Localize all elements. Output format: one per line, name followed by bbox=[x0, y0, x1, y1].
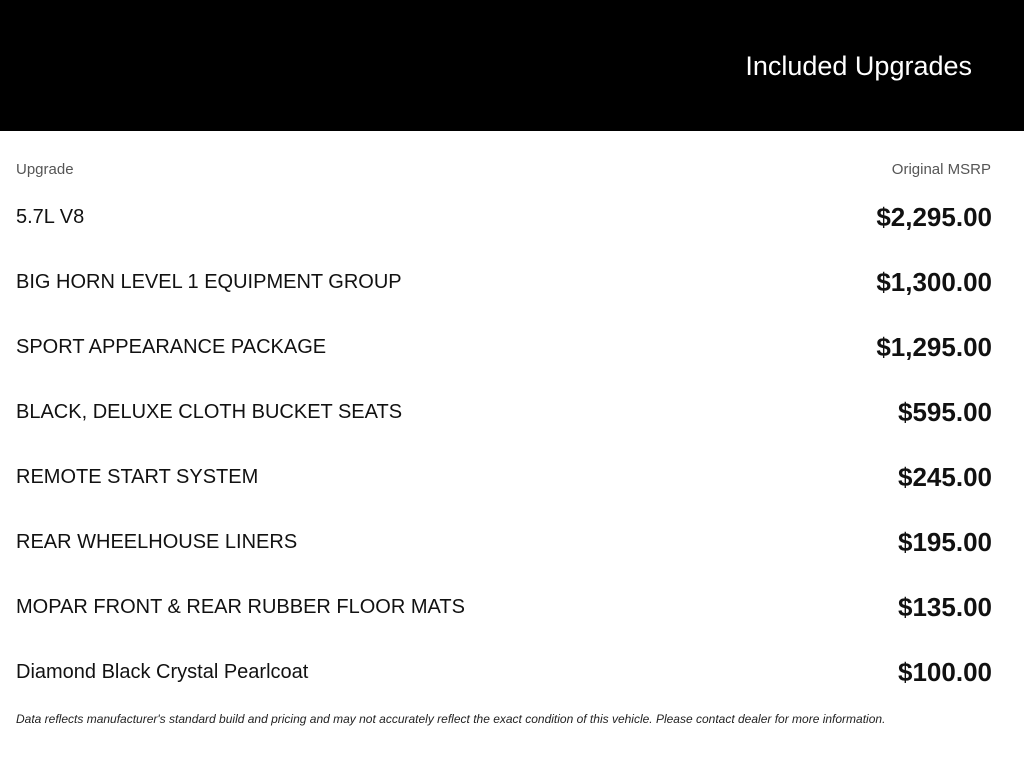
upgrade-price: $2,295.00 bbox=[876, 202, 992, 232]
upgrade-name: REMOTE START SYSTEM bbox=[16, 466, 259, 488]
upgrade-name: SPORT APPEARANCE PACKAGE bbox=[16, 336, 327, 358]
upgrade-name: Diamond Black Crystal Pearlcoat bbox=[16, 661, 309, 683]
upgrade-name: MOPAR FRONT & REAR RUBBER FLOOR MATS bbox=[16, 596, 465, 618]
column-header-upgrade: Upgrade bbox=[16, 161, 74, 178]
upgrade-price: $595.00 bbox=[898, 397, 992, 427]
list-item bbox=[0, 445, 1024, 510]
list-item bbox=[0, 185, 1024, 250]
list-item bbox=[0, 510, 1024, 575]
upgrade-price: $135.00 bbox=[898, 592, 992, 622]
column-header-msrp: Original MSRP bbox=[891, 161, 991, 178]
list-item bbox=[0, 380, 1024, 445]
upgrade-name: BLACK, DELUXE CLOTH BUCKET SEATS bbox=[16, 401, 403, 423]
upgrade-price: $245.00 bbox=[898, 462, 992, 492]
list-item bbox=[0, 575, 1024, 640]
header-bar bbox=[0, 0, 1024, 131]
upgrade-price: $1,300.00 bbox=[876, 267, 992, 297]
upgrade-name: 5.7L V8 bbox=[16, 206, 85, 228]
upgrade-name: REAR WHEELHOUSE LINERS bbox=[16, 531, 298, 553]
upgrade-price: $195.00 bbox=[898, 527, 992, 557]
list-item bbox=[0, 640, 1024, 705]
upgrade-price: $1,295.00 bbox=[876, 332, 992, 362]
page-title: Included Upgrades bbox=[745, 51, 972, 81]
upgrade-price: $100.00 bbox=[898, 657, 992, 687]
list-item bbox=[0, 250, 1024, 315]
disclaimer-text: Data reflects manufacturer's standard build and pricing and may not accurately reflect the exact condition of this vehicle. Please contact dealer for more information. bbox=[16, 712, 886, 726]
list-item bbox=[0, 315, 1024, 380]
upgrades-list bbox=[0, 185, 1024, 705]
upgrade-name: BIG HORN LEVEL 1 EQUIPMENT GROUP bbox=[16, 271, 402, 293]
